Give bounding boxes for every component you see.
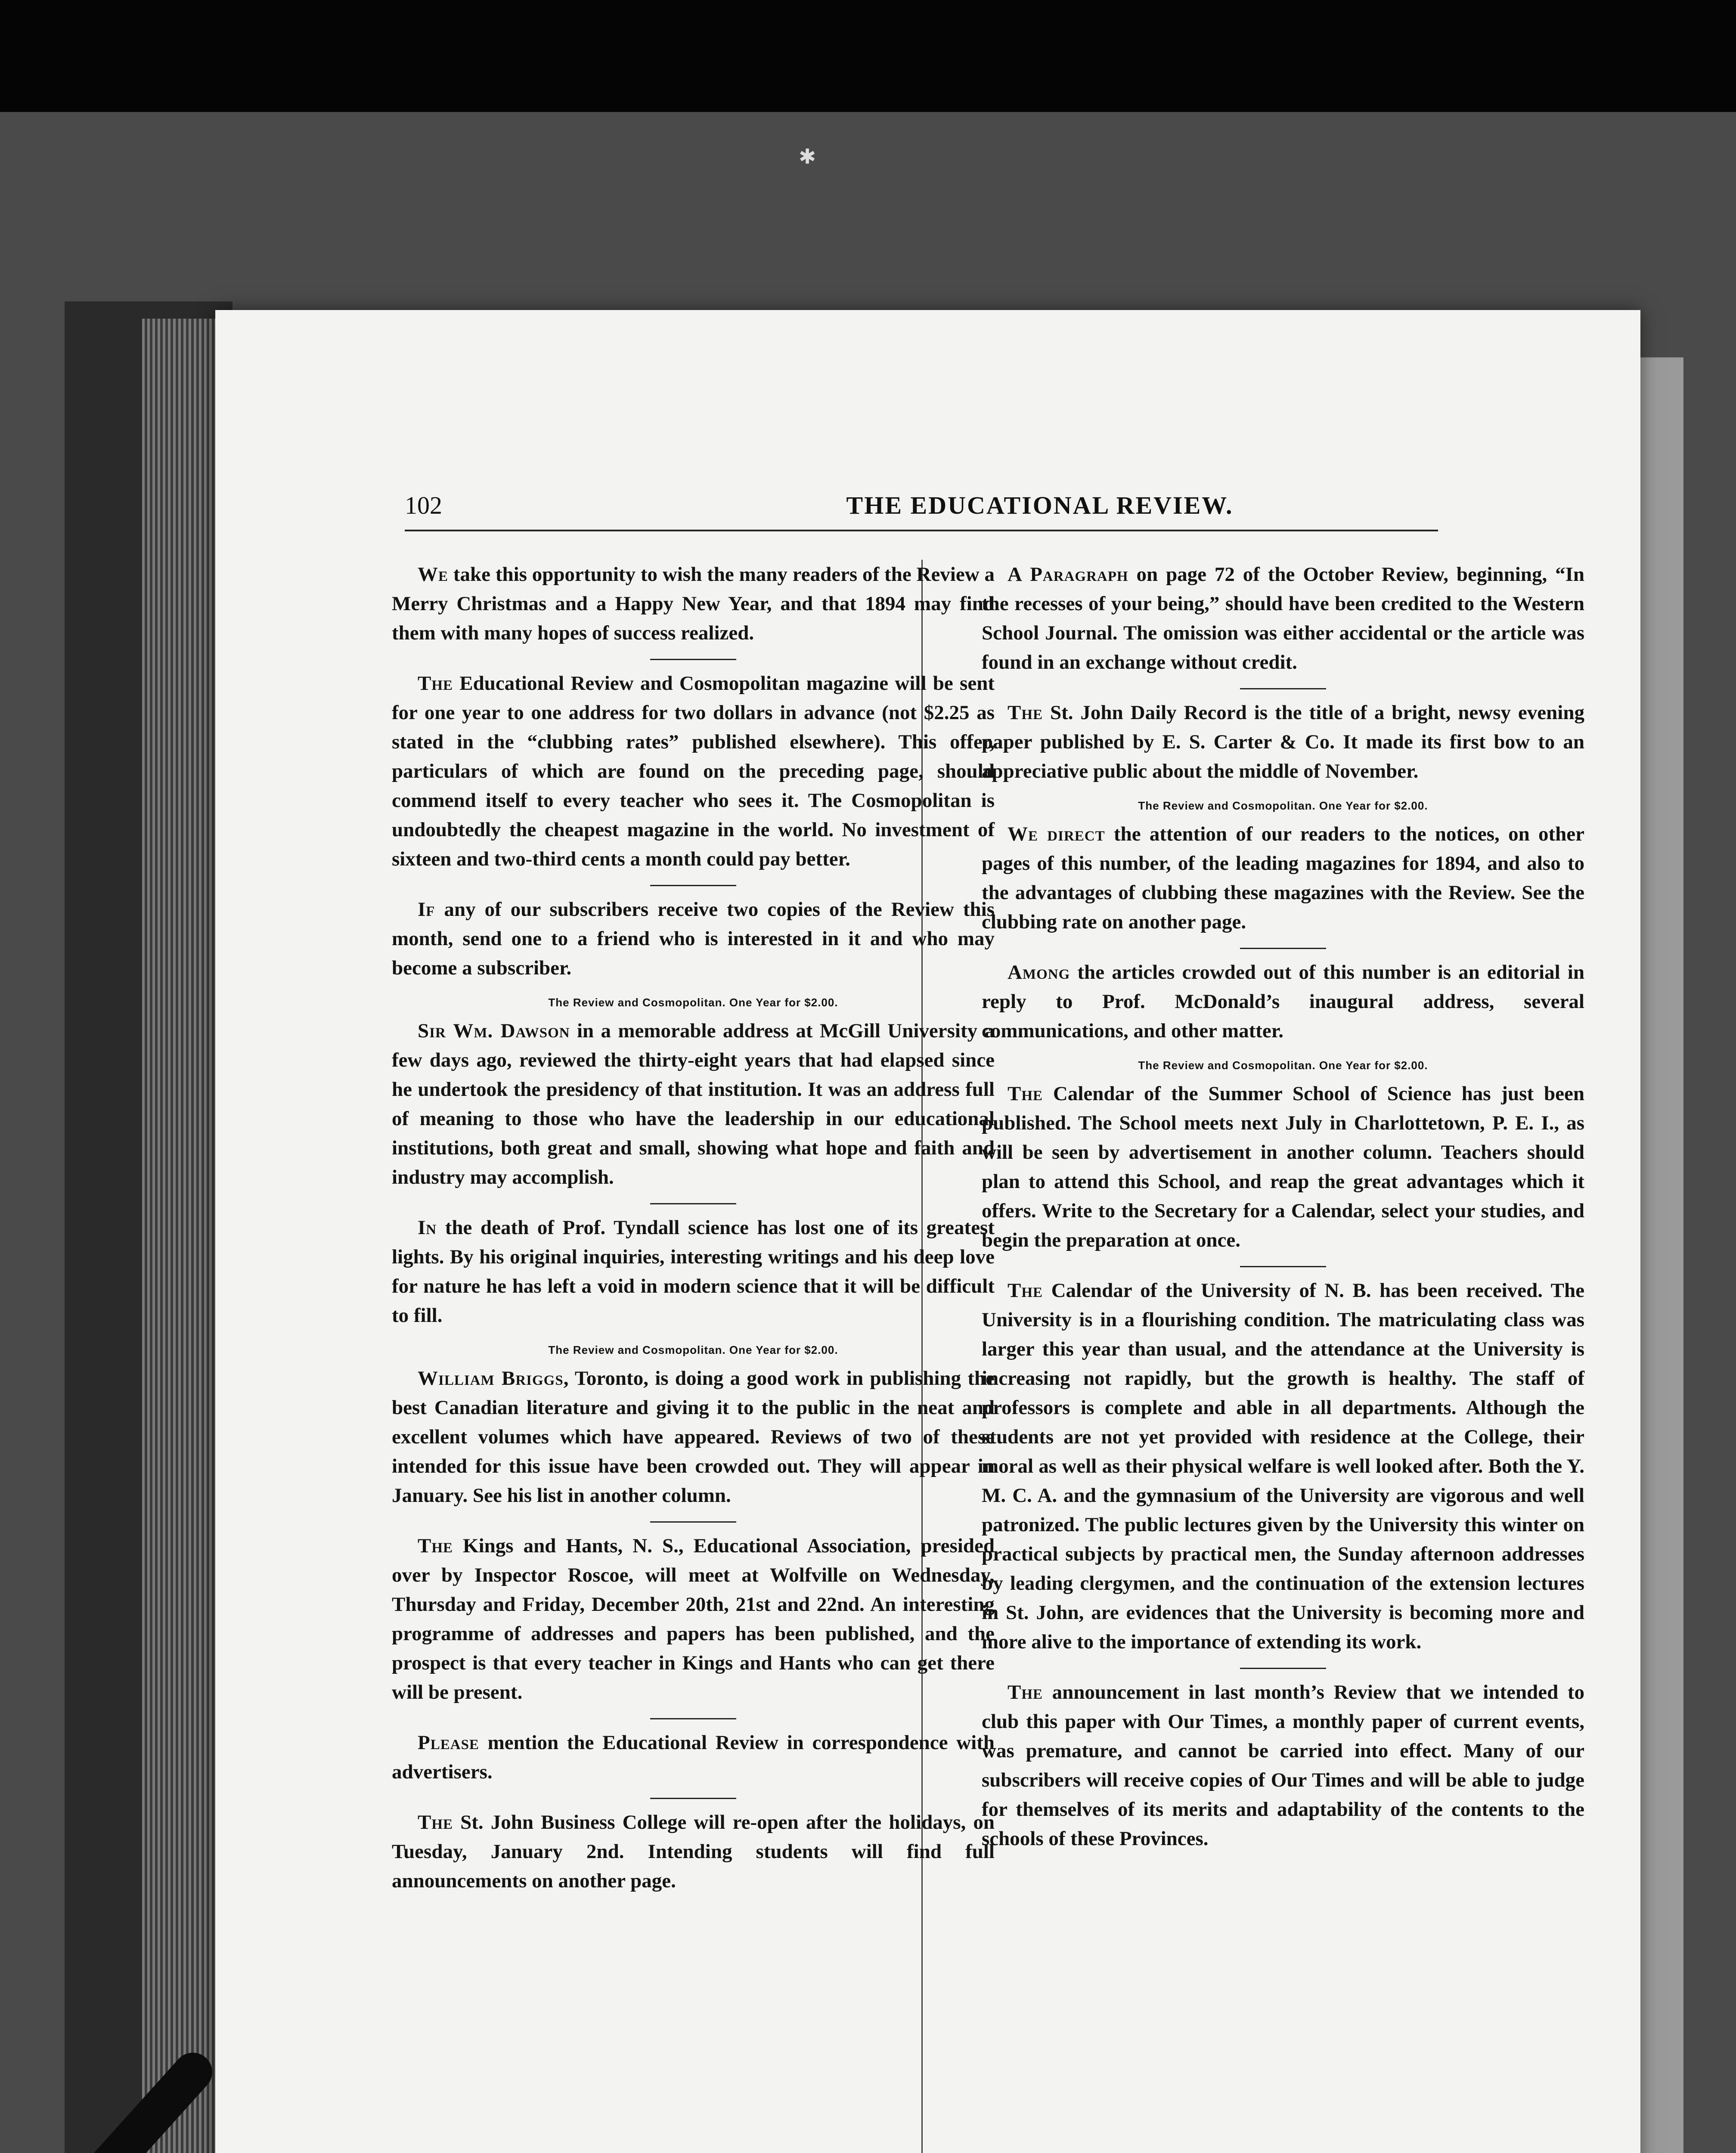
paragraph-lead: The xyxy=(418,1811,453,1833)
paragraph xyxy=(392,1808,995,1896)
separator-rule xyxy=(650,1521,736,1523)
separator-rule xyxy=(1240,688,1326,689)
subscription-ad-line: The Review and Cosmopolitan. One Year for $2.00. xyxy=(1138,799,1428,812)
paragraph xyxy=(392,1364,995,1510)
paragraph-lead: The xyxy=(1008,1083,1043,1105)
paragraph xyxy=(982,819,1584,937)
paragraph xyxy=(392,1016,995,1192)
paragraph-lead: A Paragraph xyxy=(1008,563,1128,586)
paragraph-text: announcement in last month’s Review that we intended to club this paper with Our Times, a monthly paper of current events, was premature, and cannot be carried into effect. Many of our subscribers will receive copies of Our Times and will be able to judge for themselves of its merits and adaptability of the contents to the schools of these Provinces. xyxy=(982,1681,1584,1850)
paragraph-lead: The xyxy=(1008,1681,1043,1703)
left-column xyxy=(392,560,995,1907)
paragraph-text: the articles crowded out of this number is an editorial in reply to Prof. McDonald’s inaugural address, several communications, and other matter. xyxy=(982,961,1584,1042)
paragraph xyxy=(982,1079,1584,1255)
paragraph-text: any of our subscribers receive two copies of the Review this month, send one to a friend who is interested in it and who may become a subscriber. xyxy=(392,898,995,979)
paragraph-text: the death of Prof. Tyndall science has lost one of its greatest lights. By his original inquiries, interesting writings and his deep love for nature he has left a void in modern science that it will be difficult to fill. xyxy=(392,1216,995,1327)
paragraph-lead: Among xyxy=(1008,961,1070,983)
dust-speck: ✱ xyxy=(799,146,816,168)
separator-rule xyxy=(650,1718,736,1719)
paragraph xyxy=(982,560,1584,677)
paragraph-text: St. John Daily Record is the title of a bright, newsy evening paper published by E. S. Carter & Co. It made its first bow to an appreciative public about the middle of November. xyxy=(982,701,1584,782)
paragraph xyxy=(982,698,1584,786)
paragraph-lead: We direct xyxy=(1008,823,1105,845)
paragraph-lead: The xyxy=(418,672,453,695)
paragraph-text: on page 72 of the October Review, beginning, “In the recesses of your being,” should have been credited to the Western School Journal. The omission was either accidental or the article was found in an exchange without credit. xyxy=(982,563,1584,673)
paragraph xyxy=(392,560,995,648)
subscription-ad-line: The Review and Cosmopolitan. One Year for $2.00. xyxy=(1138,1059,1428,1072)
page-header xyxy=(405,491,1438,531)
separator-rule xyxy=(650,885,736,886)
paragraph-text: the attention of our readers to the notices, on other pages of this number, of the leading magazines for 1894, and also to the advantages of clubbing these magazines with the Review. See the clubbing rate on another page. xyxy=(982,823,1584,933)
paragraph xyxy=(982,958,1584,1045)
paragraph-text: St. John Business College will re-open after the holidays, on Tuesday, January 2nd. Intending students will find full announcements on another page. xyxy=(392,1811,995,1892)
paragraph-lead: The xyxy=(418,1535,453,1557)
paragraph xyxy=(982,1276,1584,1657)
page-number: 102 xyxy=(405,491,442,519)
paragraph-text: Educational Review and Cosmopolitan magazine will be sent for one year to one address for two dollars in advance (not $2.25 as stated in the “clubbing rates” published elsewhere). This offer, particulars of which are found on the preceding page, should commend itself to every teacher who sees it. The Cosmopolitan is undoubtedly the cheapest magazine in the world. No investment of sixteen and two-third cents a month could pay better. xyxy=(392,672,995,870)
separator-rule xyxy=(1240,1266,1326,1267)
paragraph-lead: In xyxy=(418,1216,437,1239)
paragraph-lead: Please xyxy=(418,1731,479,1754)
paragraph-text: mention the Educational Review in correspondence with advertisers. xyxy=(392,1731,995,1783)
paragraph-text: Kings and Hants, N. S., Educational Association, presided over by Inspector Roscoe, will meet at Wolfville on Wednesday, Thursday and Friday, December 20th, 21st and 22nd. An interesting programme of addresses and papers has been published, and the prospect is that every teacher in Kings and Hants who can get there will be present. xyxy=(392,1535,995,1703)
paragraph-lead: The xyxy=(1008,1279,1043,1302)
book-page xyxy=(215,310,1640,2153)
separator-rule xyxy=(650,1798,736,1799)
paragraph-lead: If xyxy=(418,898,435,921)
right-column xyxy=(982,560,1584,1864)
paragraph-text: Calendar of the University of N. B. has been received. The University is in a flourishing condition. The matriculating class was larger this year than usual, and the attendance at the University is increasing not rapidly, but the growth is healthy. The staff of professors is complete and able in all departments. Although the students are not yet provided with residence at the College, their moral as well as their physical welfare is well looked after. Both the Y. M. C. A. and the gymnasium of the University are vigorous and well patronized. The public lectures given by the University this winter on practical subjects by practical men, the Sunday afternoon addresses by leading clergymen, and the continuation of the extension lectures in St. John, are evidences that the University is becoming more and more alive to the importance of extending its work. xyxy=(982,1279,1584,1653)
paragraph-text: take this opportunity to wish the many readers of the Review a Merry Christmas and a Happy New Year, and that 1894 may find them with many hopes of success realized. xyxy=(392,563,995,644)
paragraph-lead: Sir Wm. Dawson xyxy=(418,1020,570,1042)
subscription-ad-line: The Review and Cosmopolitan. One Year for $2.00. xyxy=(548,996,838,1009)
paragraph-text: Calendar of the Summer School of Science has just been published. The School meets next July in Charlottetown, P. E. I., as will be seen by advertisement in another column. Teachers should plan to attend this School, and reap the great advantages which it offers. Write to the Secretary for a Calendar, select your studies, and begin the preparation at once. xyxy=(982,1083,1584,1251)
paragraph xyxy=(982,1678,1584,1853)
paragraph xyxy=(392,1531,995,1707)
paragraph-lead: The xyxy=(1008,701,1043,724)
paragraph-lead: William Briggs xyxy=(418,1367,564,1390)
separator-rule xyxy=(1240,948,1326,949)
dark-background-top xyxy=(0,0,1736,112)
paragraph-text: , Toronto, is doing a good work in publishing the best Canadian literature and giving it to the public in the neat and excellent volumes which have appeared. Reviews of two of these intended for this issue have been crowded out. They will appear in January. See his list in another column. xyxy=(392,1367,995,1507)
paragraph-lead: We xyxy=(418,563,449,586)
separator-rule xyxy=(650,1203,736,1204)
paragraph xyxy=(392,1213,995,1330)
paragraph xyxy=(392,669,995,874)
paragraph xyxy=(392,895,995,983)
paragraph-text: in a memorable address at McGill University a few days ago, reviewed the thirty-eight years that had elapsed since he undertook the presidency of that institution. It was an address full of meaning to those who have the leadership in our educational institutions, both great and small, showing what hope and faith and industry may accomplish. xyxy=(392,1020,995,1188)
separator-rule xyxy=(1240,1668,1326,1669)
paragraph xyxy=(392,1728,995,1787)
separator-rule xyxy=(650,659,736,660)
journal-title: THE EDUCATIONAL REVIEW. xyxy=(846,491,1234,519)
subscription-ad-line: The Review and Cosmopolitan. One Year for $2.00. xyxy=(548,1343,838,1356)
